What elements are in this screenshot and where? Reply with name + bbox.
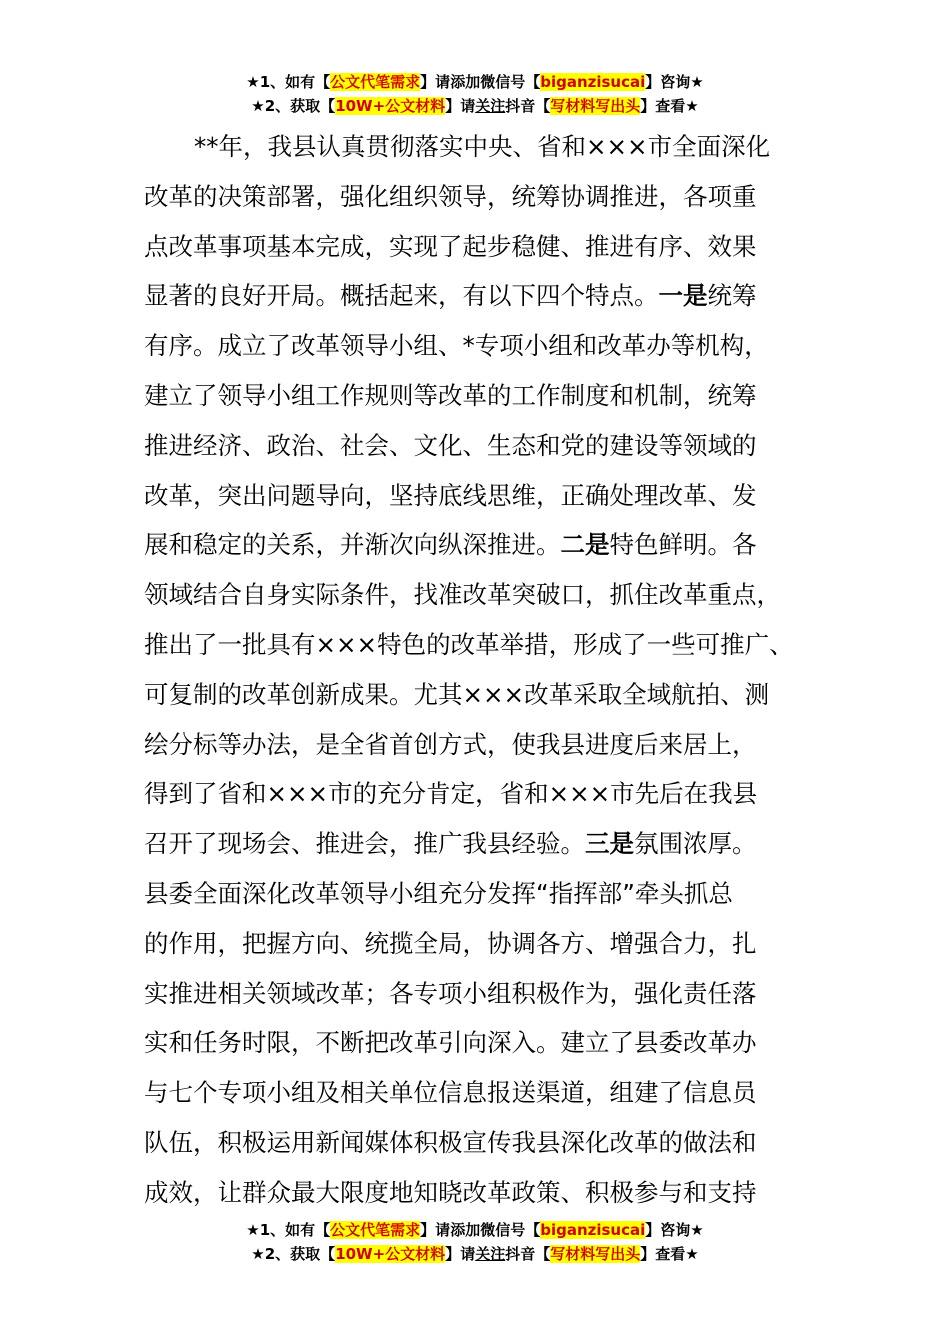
body-text: 展和稳定的关系，并渐次向纵深推进。 [144,530,561,560]
document-body [144,122,824,1218]
body-text: 显著的良好开局。概括起来，有以下四个特点。 [144,281,659,311]
body-line: 得到了省和×××市的充分肯定，省和×××市先后在我县 [144,779,758,809]
body-line: 绘分标等办法，是全省首创方式，使我县进度后来居上， [144,729,757,759]
banner-line-1 [0,70,950,94]
banner-text: 抖音【 [505,1245,551,1263]
banner-text: 微信号【 [480,73,541,91]
banner-text: 】咨询★ [645,1221,704,1239]
banner-text: ★1、如有【 [246,1221,331,1239]
banner-emphasis: 添加 [450,1221,481,1239]
body-line: 实和任务时限，不断把改革引向深入。建立了县委改革办 [144,1028,757,1058]
body-line: 建立了领导小组工作规则等改革的工作制度和机制，统筹 [144,380,757,410]
body-line: 实推进相关领域改革；各专项小组积极作为，强化责任落 [144,978,757,1008]
banner-line-2 [0,1242,950,1266]
body-line: 成效，让群众最大限度地知晓改革政策、积极参与和支持 [144,1177,757,1207]
body-line: 推出了一批具有×××特色的改革举措，形成了一些可推广、 [144,629,794,659]
body-text: 统筹 [707,281,757,311]
body-line: 与七个专项小组及相关单位信息报送渠道，组建了信息员 [144,1078,757,1108]
banner-text: 】查看★ [640,1245,699,1263]
body-line: 有序。成立了改革领导小组、*专项小组和改革办等机构， [144,331,769,361]
body-line: 队伍，积极运用新闻媒体积极宣传我县深化改革的做法和 [144,1127,757,1157]
body-line: **年，我县认真贯彻落实中央、省和×××市全面深化 [194,132,771,161]
banner-highlight: 10W+公文材料 [335,1245,446,1263]
body-line: 县委全面深化改革领导小组充分发挥“指挥部”牵头抓总 [144,878,733,908]
body-line: 点改革事项基本完成，实现了起步稳健、推进有序、效果 [144,231,757,261]
body-line: 改革的决策部署，强化组织领导，统筹协调推进，各项重 [144,181,757,211]
banner-line-1 [0,1218,950,1242]
banner-text: ★2、获取【 [251,1245,336,1263]
body-line [144,271,824,321]
body-line: 领域结合自身实际条件，找准改革突破口，抓住改革重点， [144,580,781,610]
body-line: 的作用，把握方向、统揽全局，协调各方、增强合力，扎 [144,928,757,958]
banner-highlight: biganzisucai [540,1221,646,1239]
banner-highlight: 写材料写出头 [550,1245,641,1263]
banner-highlight: biganzisucai [540,73,646,91]
banner-highlight: 公文代笔需求 [330,1221,421,1239]
header-banner [0,70,950,118]
banner-text: 】请 [445,97,476,115]
footer-banner [0,1218,950,1266]
body-line [144,520,824,570]
banner-highlight: 公文代笔需求 [330,73,421,91]
banner-text: 】请 [445,1245,476,1263]
body-text: 召开了现场会、推进会，推广我县经验。 [144,829,585,859]
banner-highlight: 写材料写出头 [550,97,641,115]
bold-marker: 三是 [585,829,634,859]
body-text: 氛围浓厚。 [634,829,757,859]
body-line: 改革，突出问题导向，坚持底线思维，正确处理改革、发 [144,480,757,510]
banner-text: ★2、获取【 [251,97,336,115]
banner-line-2 [0,94,950,118]
banner-text: 抖音【 [505,97,551,115]
banner-text: ★1、如有【 [246,73,331,91]
banner-text: 】请 [420,73,451,91]
banner-text: 】咨询★ [645,73,704,91]
body-text: 特色鲜明。各 [609,530,757,560]
banner-emphasis: 添加 [450,73,481,91]
banner-text: 】查看★ [640,97,699,115]
banner-emphasis: 关注 [475,1245,506,1263]
banner-text: 微信号【 [480,1221,541,1239]
bold-marker: 二是 [560,530,610,560]
banner-text: 】请 [420,1221,451,1239]
banner-highlight: 10W+公文材料 [335,97,446,115]
bold-marker: 一是 [658,281,708,311]
body-line: 推进经济、政治、社会、文化、生态和党的建设等领域的 [144,430,757,460]
body-line [144,819,824,869]
body-line: 可复制的改革创新成果。尤其×××改革采取全域航拍、测 [144,679,770,709]
banner-emphasis: 关注 [475,97,506,115]
